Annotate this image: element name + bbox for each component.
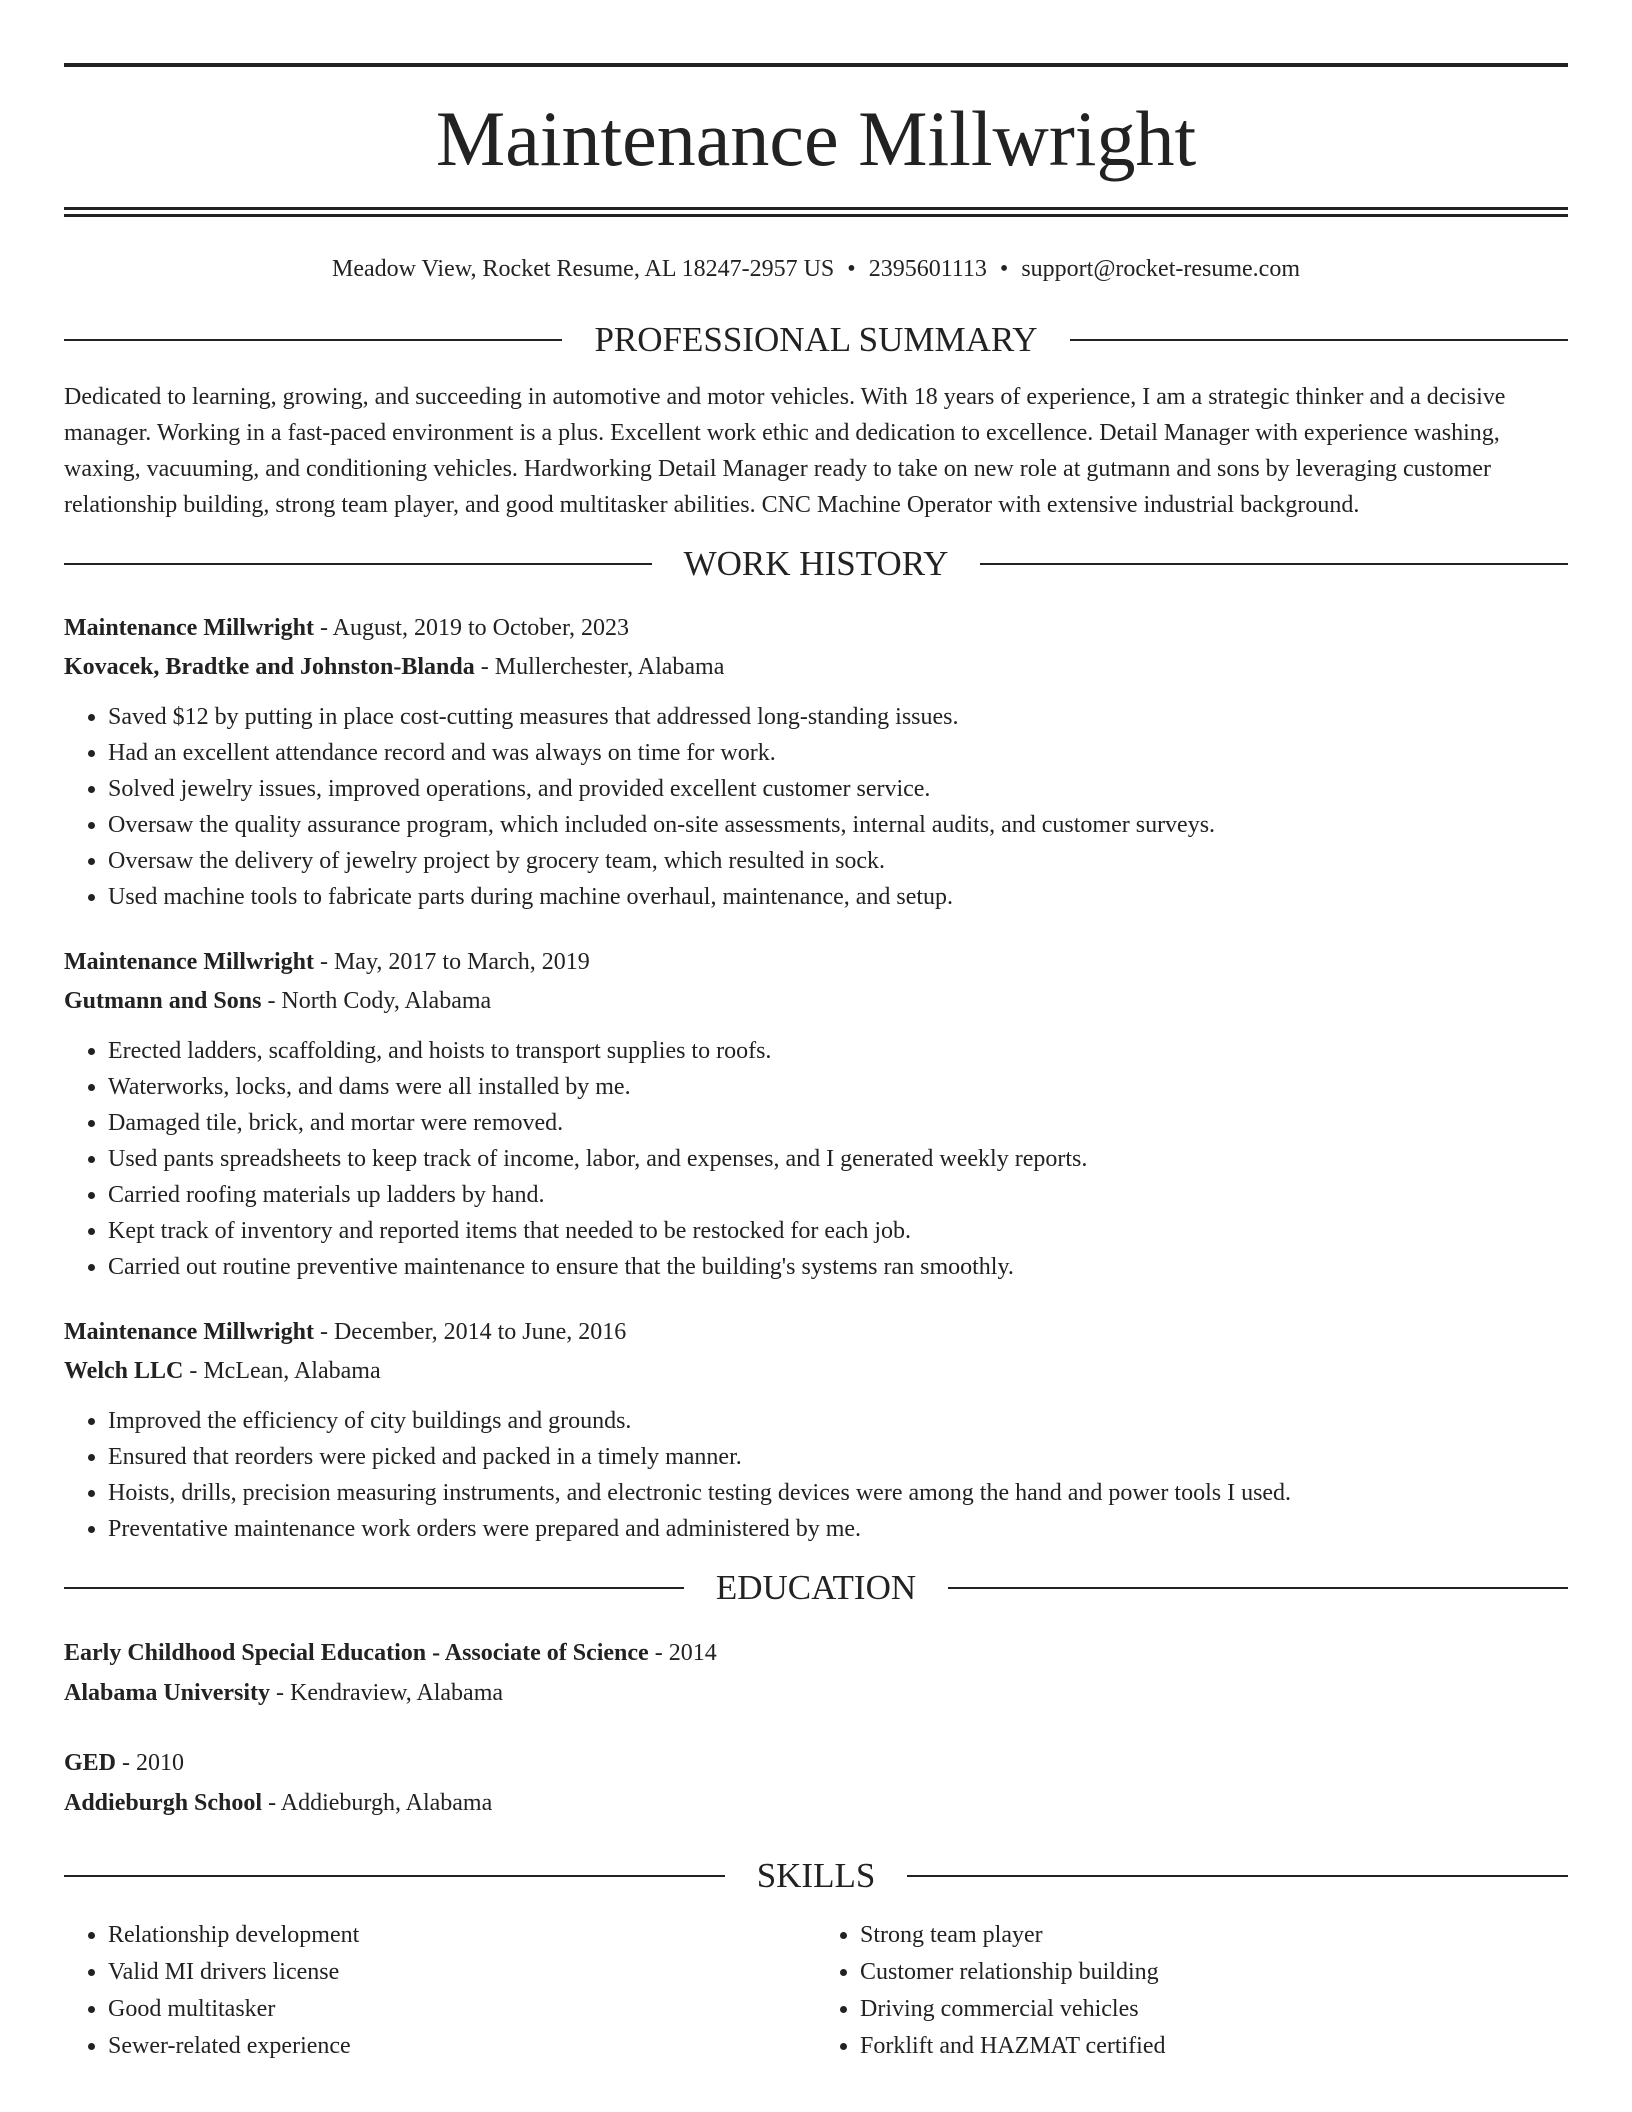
section-rule <box>64 1587 684 1589</box>
education-year: - 2010 <box>116 1750 185 1776</box>
skill-item: • Forklift and HAZMAT certified <box>860 2028 1568 2065</box>
skill-item: • Relationship development <box>108 1917 816 1954</box>
skill-item: • Valid MI drivers license <box>108 1954 816 1991</box>
section-rule <box>64 563 652 565</box>
work-history-list <box>64 609 1568 1547</box>
education-location: - Kendraview, Alabama <box>270 1680 504 1706</box>
section-header-summary <box>64 313 1568 367</box>
skills-columns <box>64 1917 1568 2065</box>
job-location: - McLean, Alabama <box>183 1358 381 1384</box>
skill-item: • Driving commercial vehicles <box>860 1991 1568 2028</box>
job-title: Maintenance Millwright <box>64 949 314 975</box>
education-entry <box>64 1633 1568 1713</box>
job-location: - North Cody, Alabama <box>261 988 492 1014</box>
job-bullet: • Preventative maintenance work orders were prepared and administered by me. <box>108 1511 1568 1547</box>
job-bullet: • Had an excellent attendance record and was always on time for work. <box>108 735 1568 771</box>
education-entry <box>64 1743 1568 1823</box>
education-school-line <box>64 1783 1568 1823</box>
job-bullet: • Hoists, drills, precision measuring instruments, and electronic testing devices were among the hand and power tools I used. <box>108 1475 1568 1511</box>
job-bullet: • Ensured that reorders were picked and packed in a timely manner. <box>108 1439 1568 1475</box>
job-company: Welch LLC <box>64 1358 184 1384</box>
job-company-line <box>64 1352 1568 1391</box>
job-bullet: • Carried roofing materials up ladders by hand. <box>108 1177 1568 1213</box>
job-company-line <box>64 982 1568 1021</box>
job-dates: - December, 2014 to June, 2016 <box>313 1319 627 1345</box>
summary-text: Dedicated to learning, growing, and succeeding in automotive and motor vehicles. With 18 years of experience, I am a strategic thinker and a decisive manager. Working in a fast-paced environment is a plus. Excellent work ethic and dedication to excellence. Detail Manager with experience washing, waxing, vacuuming, and conditioning vehicles. Hardworking Detail Manager ready to take on new role at gutmann and sons by leveraging customer relationship building, strong team player, and good multitasker abilities. CNC Machine Operator with extensive industrial background. <box>64 384 1506 518</box>
section-title: EDUCATION <box>715 1568 917 1607</box>
education-degree-line <box>64 1633 1568 1673</box>
job-company-line <box>64 648 1568 687</box>
section-header-work <box>64 537 1568 591</box>
job-title-line <box>64 1313 1568 1352</box>
section-header-skills <box>64 1849 1568 1903</box>
top-rule <box>64 63 1568 67</box>
job-dates: - August, 2019 to October, 2023 <box>313 615 629 641</box>
job-dates: - May, 2017 to March, 2019 <box>313 949 590 975</box>
section-rule <box>980 563 1568 565</box>
job-company: Gutmann and Sons <box>64 988 262 1014</box>
job-entry <box>64 609 1568 915</box>
contact-separator: • <box>847 256 856 282</box>
job-bullet: • Oversaw the quality assurance program, which included on-site assessments, internal audits, and customer surveys. <box>108 807 1568 843</box>
education-degree: Early Childhood Special Education - Associate of Science <box>64 1640 649 1666</box>
job-entry <box>64 943 1568 1285</box>
contact-email: support@rocket-resume.com <box>1021 256 1300 282</box>
skills-list-right <box>816 1917 1568 2065</box>
contact-line <box>64 251 1568 287</box>
education-school-line <box>64 1673 1568 1713</box>
education-school: Alabama University <box>64 1680 270 1706</box>
section-rule <box>1070 339 1568 341</box>
job-title: Maintenance Millwright <box>64 615 314 641</box>
skill-item: • Customer relationship building <box>860 1954 1568 1991</box>
job-bullet: • Improved the efficiency of city buildings and grounds. <box>108 1403 1568 1439</box>
job-company: Kovacek, Bradtke and Johnston-Blanda <box>64 654 475 680</box>
job-bullet: • Waterworks, locks, and dams were all installed by me. <box>108 1069 1568 1105</box>
job-bullet: • Saved $12 by putting in place cost-cutting measures that addressed long-standing issues. <box>108 699 1568 735</box>
education-degree-line <box>64 1743 1568 1783</box>
education-list <box>64 1633 1568 1823</box>
section-title: SKILLS <box>756 1856 876 1895</box>
section-title: PROFESSIONAL SUMMARY <box>594 320 1038 359</box>
contact-phone: 2395601113 <box>868 256 987 282</box>
education-degree: GED <box>64 1750 117 1776</box>
job-bullet: • Used pants spreadsheets to keep track of income, labor, and expenses, and I generated weekly reports. <box>108 1141 1568 1177</box>
skill-item: • Good multitasker <box>108 1991 816 2028</box>
contact-address: Meadow View, Rocket Resume, AL 18247-2957 US <box>332 256 835 282</box>
section-title: WORK HISTORY <box>683 544 949 583</box>
job-bullet: • Kept track of inventory and reported items that needed to be restocked for each job. <box>108 1213 1568 1249</box>
skills-list-left <box>64 1917 816 2065</box>
section-rule <box>948 1587 1568 1589</box>
section-header-education <box>64 1561 1568 1615</box>
job-bullet: • Oversaw the delivery of jewelry project by grocery team, which resulted in sock. <box>108 843 1568 879</box>
education-location: - Addieburgh, Alabama <box>262 1790 493 1816</box>
contact-separator: • <box>999 256 1009 282</box>
skill-item: • Sewer-related experience <box>108 2028 816 2065</box>
job-bullet: • Erected ladders, scaffolding, and hoists to transport supplies to roofs. <box>108 1033 1568 1069</box>
job-bullets <box>64 1033 1568 1285</box>
job-bullets <box>64 1403 1568 1547</box>
job-title-line <box>64 943 1568 982</box>
job-location: - Mullerchester, Alabama <box>474 654 725 680</box>
job-bullets <box>64 699 1568 915</box>
job-title-line <box>64 609 1568 648</box>
job-entry <box>64 1313 1568 1547</box>
resume-name: Maintenance Millwright <box>435 95 1197 182</box>
job-bullet: • Carried out routine preventive maintenance to ensure that the building's systems ran smoothly. <box>108 1249 1568 1285</box>
job-title: Maintenance Millwright <box>64 1319 314 1345</box>
section-rule <box>64 1875 725 1877</box>
skill-item: • Strong team player <box>860 1917 1568 1954</box>
section-rule <box>64 339 562 341</box>
job-bullet: • Solved jewelry issues, improved operations, and provided excellent customer service. <box>108 771 1568 807</box>
job-bullet: • Damaged tile, brick, and mortar were removed. <box>108 1105 1568 1141</box>
section-rule <box>907 1875 1568 1877</box>
education-year: - 2014 <box>648 1640 717 1666</box>
job-bullet: • Used machine tools to fabricate parts during machine overhaul, maintenance, and setup. <box>108 879 1568 915</box>
double-rule <box>64 207 1568 217</box>
education-school: Addieburgh School <box>64 1790 263 1816</box>
